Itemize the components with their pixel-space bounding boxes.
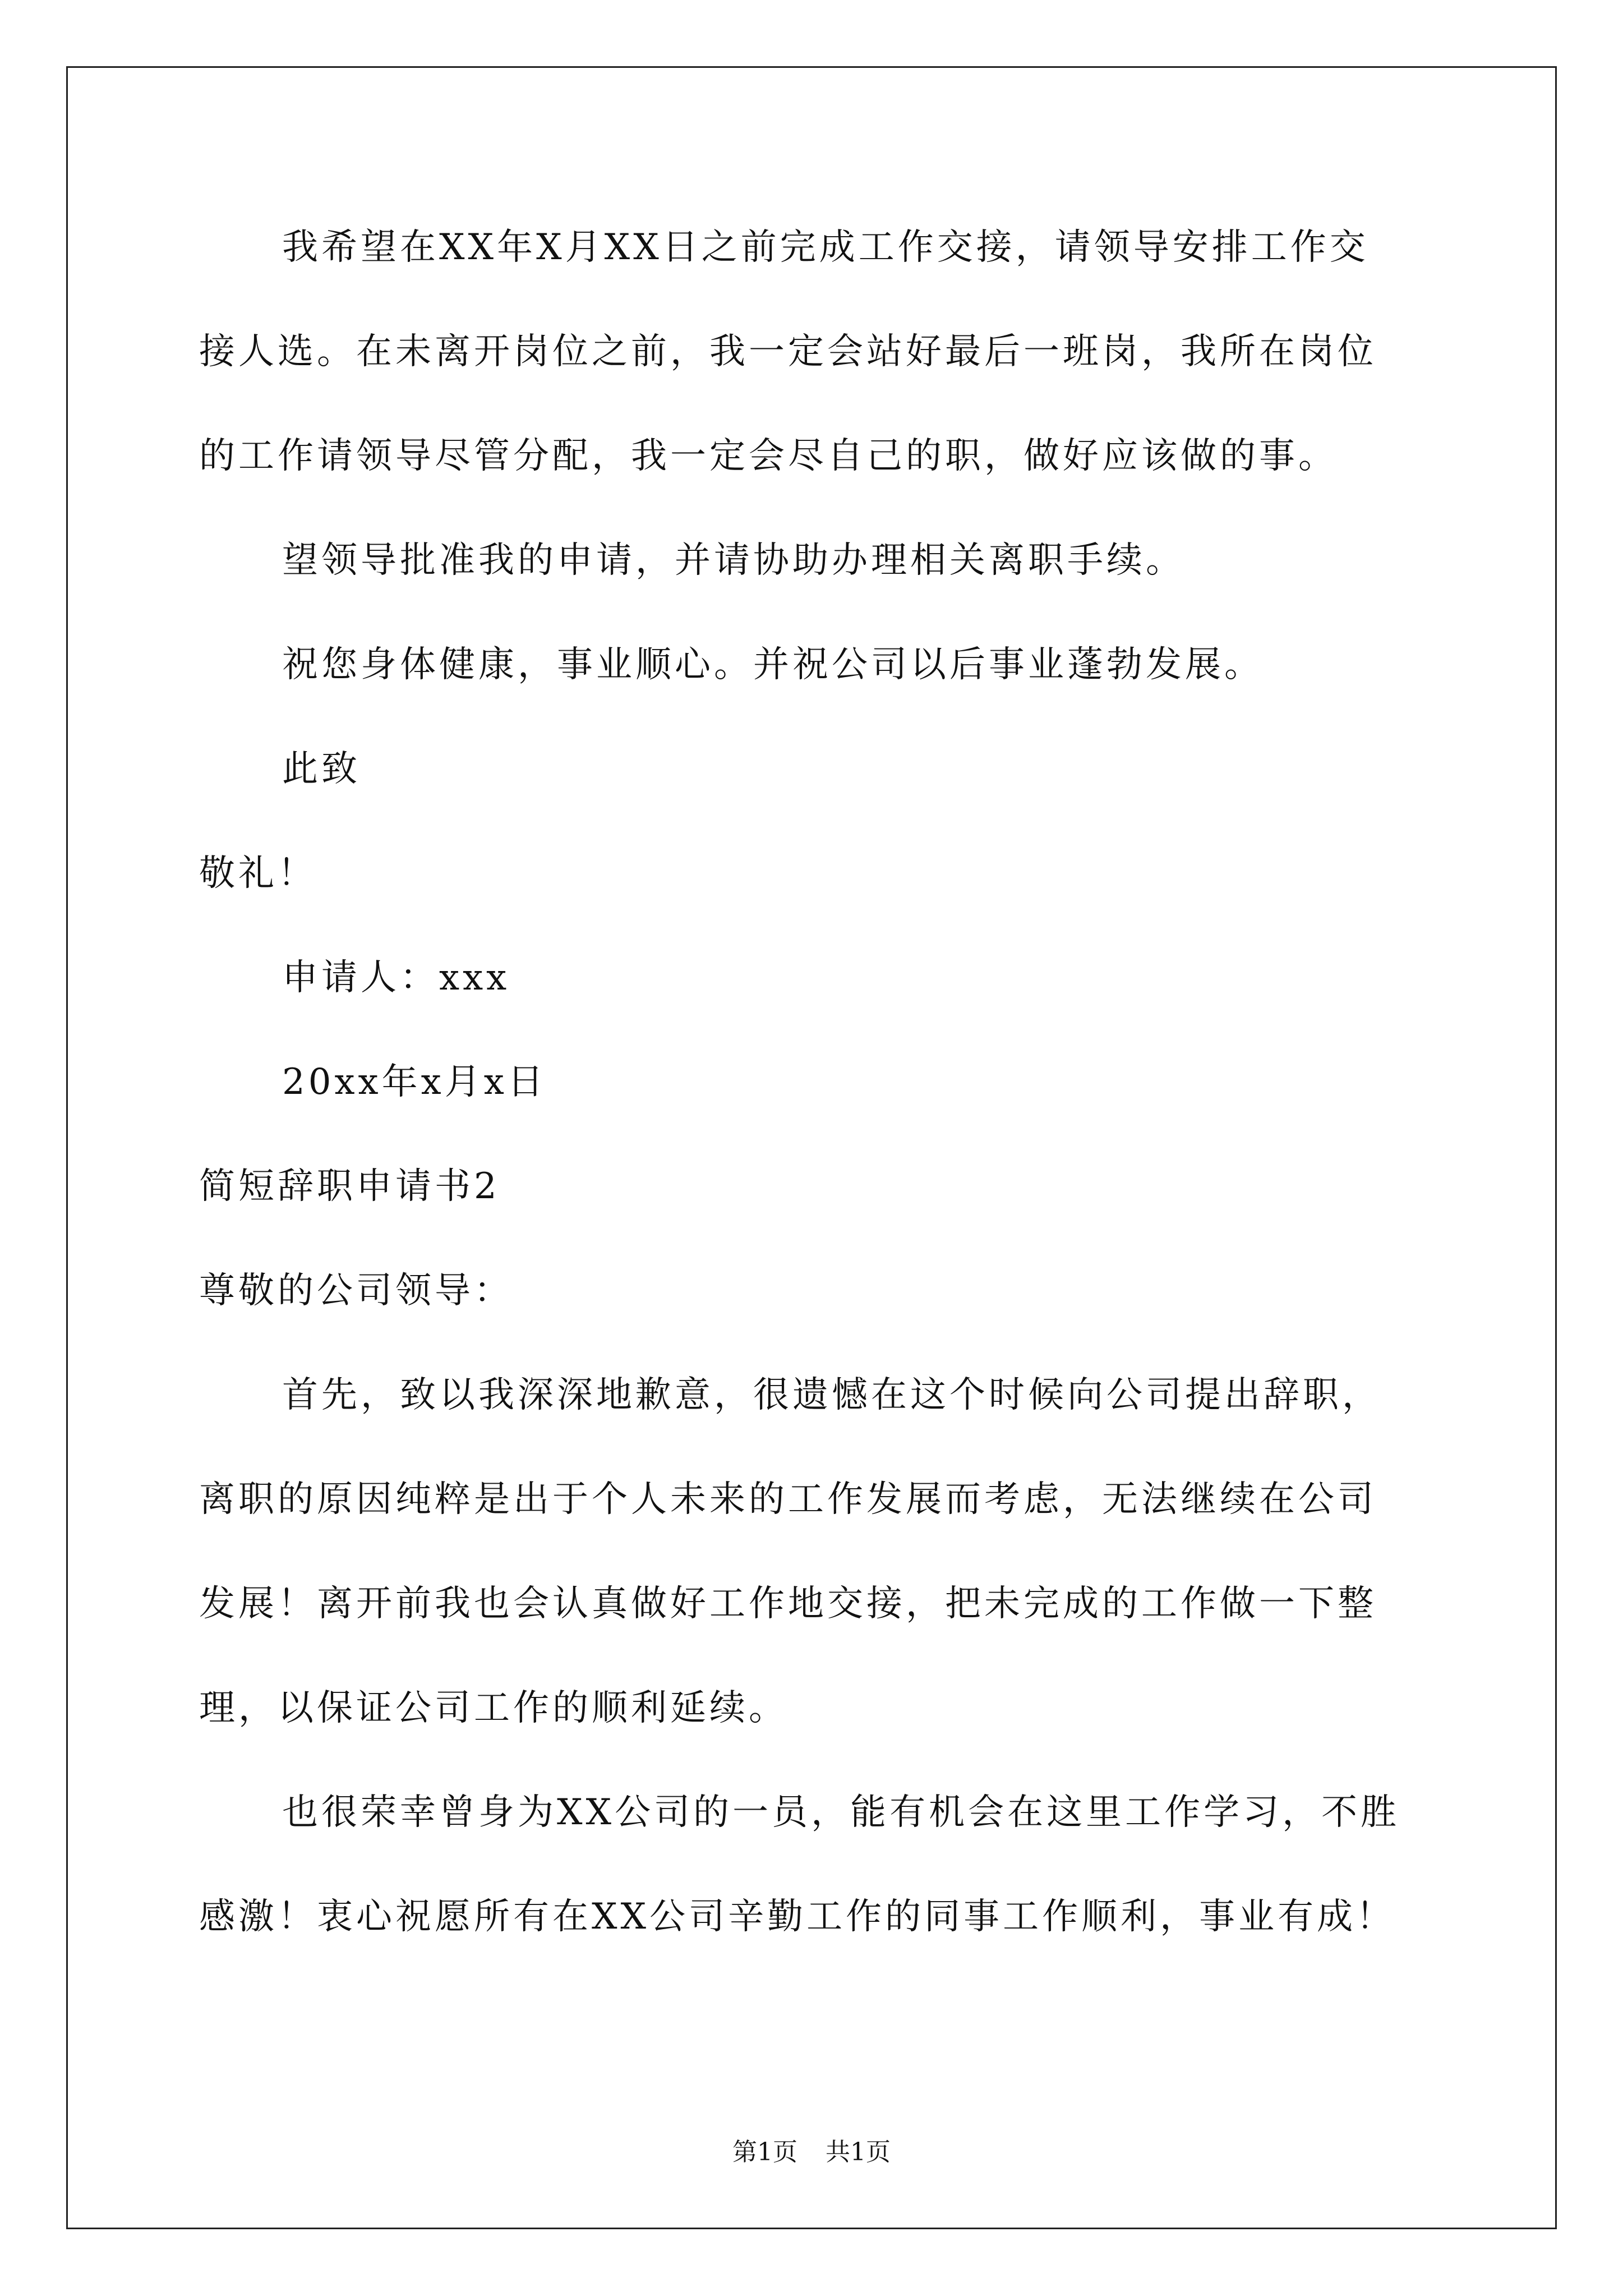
text-line: 祝您身体健康，事业顺心。并祝公司以后事业蓬勃发展。 <box>282 644 1264 685</box>
page-total: 共1页 <box>826 2138 891 2166</box>
paragraph-wishes <box>199 639 1438 691</box>
text-line: 的工作请领导尽管分配，我一定会尽自己的职，做好应该做的事。 <box>199 435 1338 477</box>
page-footer <box>0 2132 1623 2168</box>
signature-date <box>199 1056 1438 1108</box>
text-line: 离职的原因纯粹是出于个人未来的工作发展而考虑，无法继续在公司 <box>199 1479 1377 1520</box>
text-line: 首先，致以我深深地歉意，很遗憾在这个时候向公司提出辞职， <box>282 1374 1381 1416</box>
closing-salute <box>199 848 1438 899</box>
page-number: 第1页 <box>732 2138 797 2166</box>
paragraph-apology <box>199 1369 1438 1734</box>
text-line: 简短辞职申请书2 <box>199 1166 500 1207</box>
text-line: 敬礼！ <box>199 853 317 894</box>
paragraph-handover <box>199 222 1438 482</box>
text-line: 望领导批准我的申请，并请协助办理相关离职手续。 <box>282 540 1185 581</box>
paragraph-request <box>199 535 1438 586</box>
text-line: 理，以保证公司工作的顺利延续。 <box>199 1687 788 1729</box>
text-line: 尊敬的公司领导： <box>199 1270 513 1312</box>
document-body <box>199 222 1438 1943</box>
applicant-signature <box>199 952 1438 1004</box>
text-line: 接人选。在未离开岗位之前，我一定会站好最后一班岗，我所在岗位 <box>199 331 1377 372</box>
salutation <box>199 1265 1438 1317</box>
text-line: 我希望在XX年X月XX日之前完成工作交接，请领导安排工作交 <box>282 227 1369 268</box>
text-line: 发展！离开前我也会认真做好工作地交接，把未完成的工作做一下整 <box>199 1583 1377 1625</box>
text-line: 20xx年x月x日 <box>282 1061 547 1103</box>
paragraph-gratitude <box>199 1787 1438 1943</box>
section-title <box>199 1161 1438 1212</box>
text-line: 也很荣幸曾身为XX公司的一员，能有机会在这里工作学习，不胜 <box>282 1792 1400 1833</box>
text-line: 申请人：xxx <box>282 957 510 999</box>
text-line: 此致 <box>282 748 361 790</box>
text-line: 感激！衷心祝愿所有在XX公司辛勤工作的同事工作顺利，事业有成！ <box>199 1896 1396 1938</box>
closing-phrase <box>199 743 1438 795</box>
